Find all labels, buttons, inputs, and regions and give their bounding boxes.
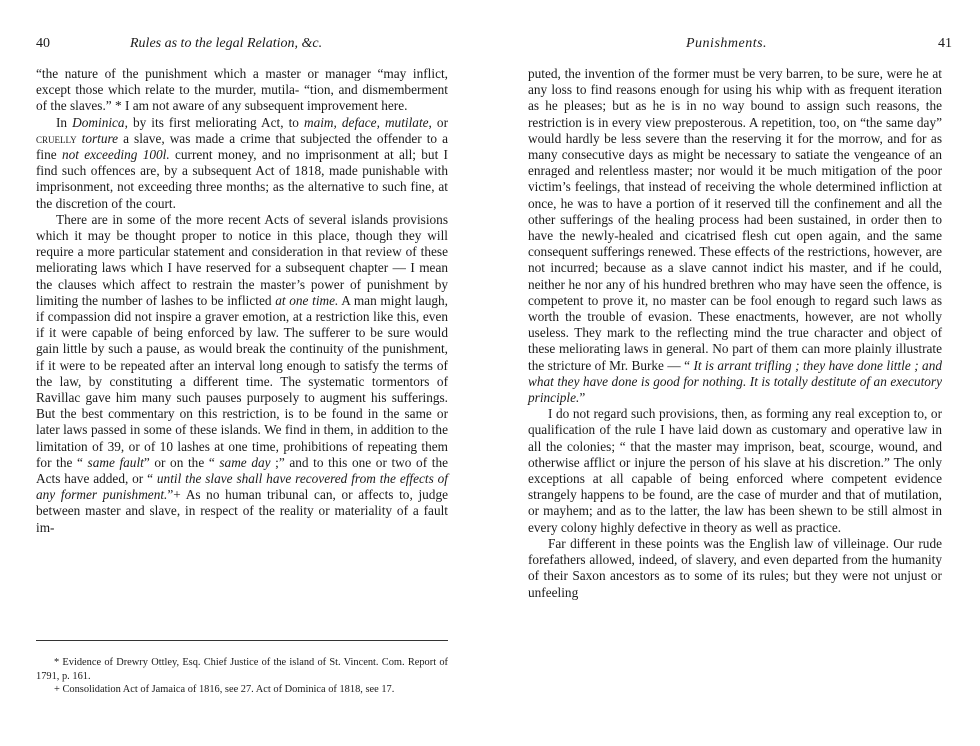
paragraph (528, 66, 942, 406)
text-run: ” (579, 390, 586, 406)
text-run: , or (428, 114, 448, 130)
right-page (490, 0, 980, 746)
text-run: ” or on the “ (143, 454, 220, 470)
text-run: ;” and to this one or two of the Acts have added, or “ (36, 454, 448, 487)
paragraph (528, 536, 942, 601)
text-run: Far different in these points was the English law of villeinage. Our rude forefathers allowed, indeed, of slavery, and even departed from the humanity of their Saxon ancestors as to some of its rules; but they were not unjust or unfeeling (528, 535, 942, 600)
text-run: same day (219, 454, 271, 470)
text-run: , by its first meliorating Act, to (124, 114, 304, 130)
text-run: A man might laugh, if compassion did not inspire a graver emotion, at a restriction like this, even if it were capable of being enforced by law. The sufferer to be sure would gain little by such a pause, as would break the continuity of the punishment, if it were to be repeated after an interval long enough to satisfy the terms of the law, by constituting a different time. The systematic tormentors of Ravillac gave him many such pauses purposely to augment his sufferings. But the best commentary on this restriction, is to be found in the same or later laws passed in some of these islands. We find in them, in addition to the limitation of 39, or of 10 lashes at one time, prohibitions of repeating them for the “ (36, 292, 448, 470)
body-text (528, 66, 942, 601)
text-run: at one time. (275, 292, 339, 308)
body-text (36, 66, 448, 536)
running-head: Punishments. (686, 36, 768, 51)
paragraph (36, 212, 448, 536)
text-run: torture (81, 130, 119, 146)
text-run: maim, deface, mutilate (303, 114, 429, 130)
text-run: In (56, 114, 73, 130)
text-run: not exceeding (61, 147, 138, 163)
paragraph (528, 406, 942, 536)
text-run: ”+ As no human tribunal can, or affects to, judge between master and slave, in respect of the reality or materiality of a fault im- (36, 487, 448, 535)
text-run: There are in some of the more recent Acts of several islands provisions which it may be thought proper to notice in this place, though they will require a more particular statement and consideration in that review of these meliorating laws which I have reserved for a subsequent chapter — I mean the clauses which affect to restrain the master’s power of punishment by limiting the number of lashes to be inflicted (36, 211, 448, 308)
page-number: 41 (938, 36, 952, 51)
text-run: cruelly (36, 130, 77, 146)
text-run: current money, and no imprisonment at all; but I find such offences are, by a subsequent Act of 1818, made punishable with imprisonment, not exceeding three months; as the alternative to such fine, at the discretion of the court. (36, 147, 448, 211)
footnote: + Consolidation Act of Jamaica of 1816, see 27. Act of Dominica of 1818, see 17. (54, 684, 395, 695)
text-run: “the nature of the punishment which a master or manager “may inflict, except those which relate to the murder, mutila- “tion, and dismemberment of the slaves.” * I am not aware of any subsequent improvement here. (36, 66, 448, 114)
text-run: 100l. (142, 147, 170, 163)
paragraph (36, 115, 448, 212)
paragraph (36, 66, 448, 115)
text-run: I do not regard such provisions, then, as forming any real exception to, or qualification of the rule I have laid down as customary and operative law in all the colonies; “ that the master may imprison, beat, scourge, wound, and otherwise afflict or injure the person of his slave at his discretion.” The only exceptions at all capable of being enforced where competent evidence strangely happens to be found, are the case of murder and that of mutilation, or mayhem; and as to the latter, the law has been shewn to be still almost in every colony highly defective in theory as well as practice. (528, 406, 942, 535)
text-run: until the slave shall have recovered from the effects of any former punishment. (36, 471, 448, 503)
page-number: 40 (36, 36, 50, 51)
text-run: Dominica (72, 114, 125, 130)
footnote: * Evidence of Drewry Ottley, Esq. Chief Justice of the island of St. Vincent. Com. Report of 1791, p. 161. (36, 657, 448, 682)
text-run: puted, the invention of the former must be very barren, to be sure, were he at any loss to find reasons enough for using his whip with as frequent iteration as he pleases; but as he is in no way bound to assign such reasons, the restriction is in every view preposterous. A repetition, too, on “the same day” would hardly be less severe than the reserving it for the morrow, and for as many consecutive days as might be necessary to satiate the vengeance of an enraged and relentless master; nor would it be much mitigation of the poor victim’s feelings, that instead of receiving the whole determined infliction at once, he was to have a portion of it reserved till the confinement and all the other sufferings of the healing process had been sustained, in order then to have the newly-healed and cicatrised flesh cut open again, and the same consequent sufferings renewed. These effects of the restrictions, however, are not incurred; because as a slave cannot indict his master, and if he could, neither he nor any of his hundred brethren who may have seen the offence, is competent to prove it, no master can be fool enough to regard such laws as worth the trouble of evasion. These enactments, however, are not wholly useless. They mark to the reflecting mind the true character and object of these meliorating laws in general. No part of them can more plainly illustrate the stricture of Mr. Burke — “ (528, 66, 942, 373)
footnote-rule (36, 640, 448, 641)
text-run: It is arrant trifling ; they have done little ; and what they have done is good for nothing. It is totally destitute of an executory principle. (528, 357, 942, 406)
text-run: a slave, was made a crime that subjected the offender to a fine (36, 130, 448, 163)
text-run: same fault (87, 454, 144, 470)
running-head: Rules as to the legal Relation, &c. (130, 36, 323, 51)
footnotes (36, 656, 448, 697)
